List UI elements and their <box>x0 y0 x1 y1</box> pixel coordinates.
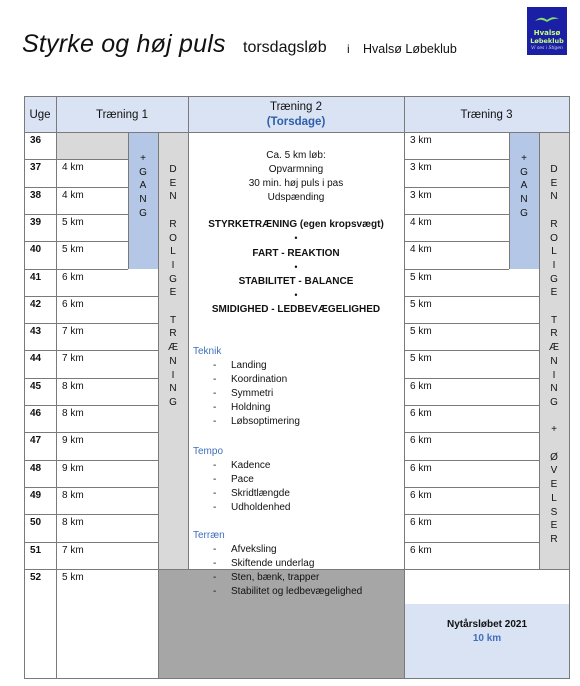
gang-letter: + <box>140 153 146 164</box>
dash-bullet: - <box>213 388 217 399</box>
rolige-letter: N <box>550 355 558 367</box>
t3-distance: 5 km <box>410 326 432 338</box>
t1-distance: 8 km <box>62 517 84 529</box>
t1-distance: 8 km <box>62 408 84 419</box>
section-item <box>213 402 270 413</box>
rolige-letter: D <box>169 164 177 175</box>
rolige-letter: Ø <box>550 451 558 463</box>
empty-cell <box>56 132 128 159</box>
rolige-letter: I <box>171 369 175 381</box>
section-item <box>213 460 270 471</box>
t3-distance: 6 km <box>410 435 432 447</box>
t1-distance: 9 km <box>62 462 84 474</box>
rolige-letter: R <box>169 328 177 340</box>
dash-bullet: - <box>213 460 217 471</box>
rolige-letter: L <box>551 246 557 258</box>
week-number: 39 <box>30 216 42 228</box>
section-item-label: Stabilitet og ledbevægelighed <box>231 586 363 597</box>
week-number: 37 <box>30 162 42 174</box>
dash-bullet: - <box>213 416 217 427</box>
t1-distance: 8 km <box>62 489 84 501</box>
rolige-letter: G <box>550 273 558 285</box>
rolige-letter: Æ <box>168 342 178 354</box>
t1-distance: 4 km <box>62 189 84 201</box>
rolige-letter: E <box>169 287 177 299</box>
rolige-letter: E <box>550 479 558 491</box>
header-separator: i <box>347 42 350 56</box>
t3-distance: 3 km <box>410 162 432 174</box>
week-number: 42 <box>30 298 42 310</box>
t3-distance: 6 km <box>410 517 432 529</box>
rolige-letter: E <box>169 177 177 189</box>
dash-bullet: - <box>213 502 217 513</box>
rolige-letter: O <box>550 232 558 244</box>
gang-letter: + <box>521 153 527 164</box>
bird-icon <box>534 15 560 24</box>
rolige-letter: N <box>169 191 177 203</box>
section-item-label: Sten, bænk, trapper <box>231 572 320 583</box>
rolige-letter: R <box>550 218 558 230</box>
section-item-label: Holdning <box>231 402 271 413</box>
t3-distance: 6 km <box>410 462 432 474</box>
col-header-t2: Træning 2 <box>270 101 322 113</box>
section-item <box>213 544 277 555</box>
t1-distance: 8 km <box>62 380 84 392</box>
intro-line: 30 min. høj puls i pas <box>248 178 344 189</box>
section-item-label: Skiftende underlag <box>231 558 315 569</box>
section-title: Terræn <box>193 530 225 541</box>
section-item-label: Pace <box>231 474 254 485</box>
week-number: 49 <box>30 489 42 501</box>
dash-bullet: - <box>213 586 217 597</box>
week-number: 41 <box>30 271 42 283</box>
section-item-label: Afveksling <box>231 544 277 555</box>
col-header-t2-sub: (Torsdage) <box>266 116 326 128</box>
rolige-letter: T <box>169 314 177 326</box>
rolige-letter: G <box>550 396 558 408</box>
section-item <box>213 360 267 371</box>
t1-distance: 5 km <box>62 244 84 256</box>
gang-letter: G <box>520 166 528 178</box>
bullet-dot: • <box>294 290 298 300</box>
section-title: Teknik <box>193 346 222 357</box>
week-number: 50 <box>30 517 42 529</box>
dash-bullet: - <box>213 374 217 385</box>
rolige-letter: V <box>550 465 558 477</box>
section-item <box>213 416 300 427</box>
gang-letter: A <box>139 180 147 192</box>
t1-distance: 5 km <box>62 216 84 228</box>
section-item-label: Skridtlængde <box>231 488 290 499</box>
rolige-letter: O <box>169 232 177 244</box>
section-item <box>213 374 287 385</box>
rolige-letter: L <box>551 492 557 504</box>
rolige-letter: S <box>550 506 558 518</box>
section-item <box>213 586 362 597</box>
section-item-label: Landing <box>231 360 267 371</box>
week-number: 43 <box>30 326 42 338</box>
intro-line: Ca. 5 km løb: <box>266 150 326 161</box>
section-item <box>213 488 290 499</box>
rolige-letter: G <box>169 396 177 408</box>
focus-line: SMIDIGHED - LEDBEVÆGELIGHED <box>211 304 381 315</box>
dash-bullet: - <box>213 488 217 499</box>
week-number: 46 <box>30 408 42 419</box>
club-name: Hvalsø Løbeklub <box>363 42 457 56</box>
gang-letter: G <box>139 207 147 219</box>
dash-bullet: - <box>213 544 217 555</box>
col-header-t1: Træning 1 <box>96 109 148 121</box>
week-number: 47 <box>30 435 42 447</box>
t3-distance: 6 km <box>410 544 432 556</box>
section-item-label: Symmetri <box>231 388 274 399</box>
t3-distance: 3 km <box>410 135 432 146</box>
gang-letter: N <box>139 194 147 206</box>
week-number: 52 <box>30 571 42 583</box>
gang-letter: G <box>139 166 147 178</box>
section-title: Tempo <box>193 446 224 457</box>
dash-bullet: - <box>213 474 217 485</box>
rolige-letter: D <box>550 164 558 175</box>
dash-bullet: - <box>213 402 217 413</box>
rolige-letter: N <box>550 383 558 395</box>
bullet-dot: • <box>294 233 298 243</box>
t1-distance: 7 km <box>62 544 84 556</box>
rolige-letter: R <box>550 328 558 340</box>
t3-distance: 6 km <box>410 380 432 392</box>
intro-line: Opvarmning <box>268 164 324 175</box>
rolige-letter: T <box>550 314 558 326</box>
section-item <box>213 388 273 399</box>
section-item-label: Kadence <box>231 460 271 471</box>
rolige-letter: N <box>169 383 177 395</box>
section-item-label: Udholdenhed <box>231 502 291 513</box>
t1-distance: 7 km <box>62 326 84 338</box>
intro-line: Udspænding <box>267 192 325 203</box>
gang-letter: A <box>520 180 528 192</box>
gang-letter: G <box>520 207 528 219</box>
page-subtitle: torsdagsløb <box>243 39 327 56</box>
rolige-letter: L <box>170 246 176 258</box>
rolige-letter: N <box>550 191 558 203</box>
section-item-label: Løbsoptimering <box>231 416 300 427</box>
focus-line: STYRKETRÆNING (egen kropsvægt) <box>208 219 384 230</box>
t1-distance: 6 km <box>62 298 84 310</box>
rolige-letter: N <box>169 355 177 367</box>
t3-distance: 3 km <box>410 189 432 201</box>
rolige-letter: R <box>550 533 558 545</box>
logo-line-1: Hvalsø <box>533 29 561 37</box>
logo-tagline: Vi ses i Stigen <box>531 46 563 51</box>
t3-distance: 6 km <box>410 408 432 419</box>
section-item-label: Koordination <box>231 374 288 385</box>
t1-distance: 7 km <box>62 353 84 365</box>
week-number: 44 <box>30 353 42 365</box>
section-item <box>213 502 291 513</box>
club-logo <box>527 7 567 55</box>
rolige-letter: R <box>169 218 177 230</box>
week-number: 48 <box>30 462 42 474</box>
focus-line: STABILITET - BALANCE <box>238 276 354 287</box>
rolige-letter: E <box>550 287 558 299</box>
t1-distance: 5 km <box>62 571 84 583</box>
week-number: 51 <box>30 544 42 556</box>
rolige-letter: E <box>550 177 558 189</box>
final-run-distance: 10 km <box>472 633 502 644</box>
gang-letter: N <box>520 194 528 206</box>
week-number: 40 <box>30 244 42 256</box>
bullet-dot: • <box>294 262 298 272</box>
rolige-letter: + <box>551 424 557 436</box>
section-item <box>213 572 319 583</box>
week-number: 45 <box>30 380 42 392</box>
col-header-t3: Træning 3 <box>460 109 513 121</box>
rolige-letter: Æ <box>549 342 559 354</box>
t3-distance: 4 km <box>410 244 432 256</box>
logo-line-2: Løbeklub <box>530 37 564 45</box>
dash-bullet: - <box>213 360 217 371</box>
week-number: 36 <box>30 135 42 146</box>
rolige-letter: G <box>169 273 177 285</box>
focus-line: FART - REAKTION <box>252 248 340 259</box>
t3-distance: 5 km <box>410 298 432 310</box>
t3-distance: 5 km <box>410 271 432 283</box>
dash-bullet: - <box>213 572 217 583</box>
rolige-letter: I <box>171 259 175 271</box>
rolige-letter: I <box>552 259 556 271</box>
rolige-letter: I <box>552 369 556 381</box>
t3-distance: 4 km <box>410 216 432 228</box>
dash-bullet: - <box>213 558 217 569</box>
t1-distance: 6 km <box>62 271 84 283</box>
week-number: 38 <box>30 189 42 201</box>
final-run-title: Nytårsløbet 2021 <box>446 619 528 630</box>
section-item <box>213 558 314 569</box>
col-header-uge: Uge <box>29 109 51 121</box>
t3-distance: 5 km <box>410 353 432 365</box>
section-item <box>213 474 254 485</box>
rolige-letter: E <box>550 520 558 532</box>
page-title: Styrke og høj puls <box>22 30 226 58</box>
t1-distance: 4 km <box>62 162 84 174</box>
t1-distance: 9 km <box>62 435 84 447</box>
t3-distance: 6 km <box>410 489 432 501</box>
